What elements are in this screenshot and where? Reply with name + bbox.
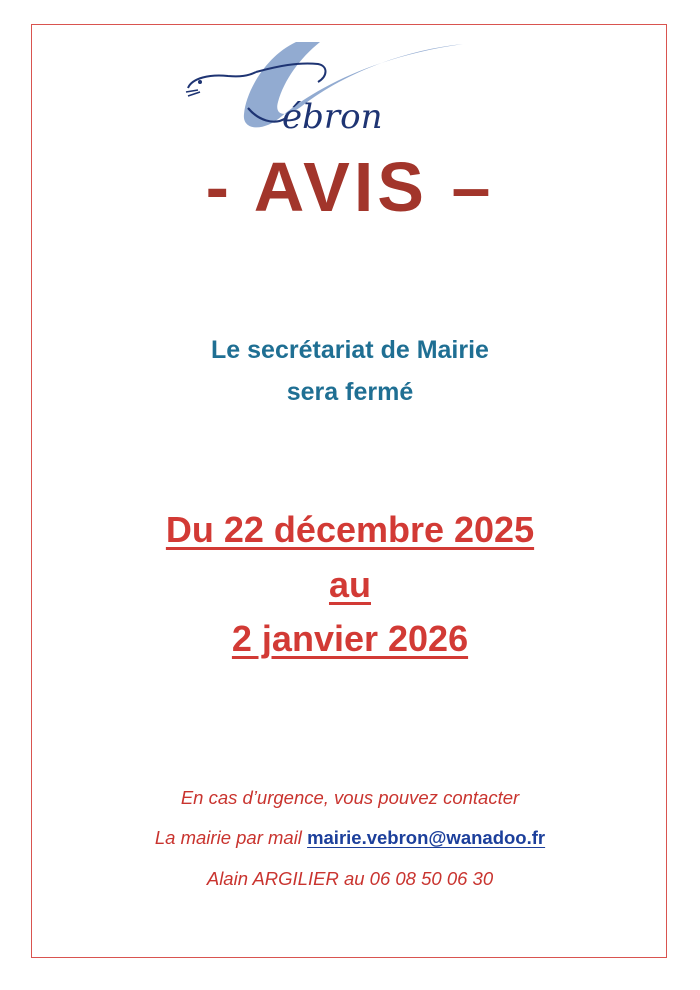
bird-v-logo-icon xyxy=(178,36,478,136)
notice-title xyxy=(0,140,700,234)
date-to: 2 janvier 2026 xyxy=(231,618,469,659)
message-line-2: sera fermé xyxy=(286,378,414,406)
email-link[interactable]: mairie.vebron@wanadoo.fr xyxy=(307,827,546,848)
title-dash-right: – xyxy=(451,148,495,226)
message-line-1: Le secrétariat de Mairie xyxy=(211,336,489,364)
contact-mail-line xyxy=(0,825,700,851)
contact-mail-prefix: La mairie par mail xyxy=(154,827,308,848)
title-dash-left: - xyxy=(205,148,233,226)
logo-wordmark: ébron xyxy=(282,97,383,136)
contact-phone-line: Alain ARGILIER au 06 08 50 06 30 xyxy=(206,868,494,889)
date-to-word: au xyxy=(328,564,371,605)
title-word: AVIS xyxy=(253,148,428,226)
vebron-logo xyxy=(178,36,478,136)
date-from: Du 22 décembre 2025 xyxy=(165,509,535,550)
contact-intro: En cas d’urgence, vous pouvez contacter xyxy=(180,787,520,808)
